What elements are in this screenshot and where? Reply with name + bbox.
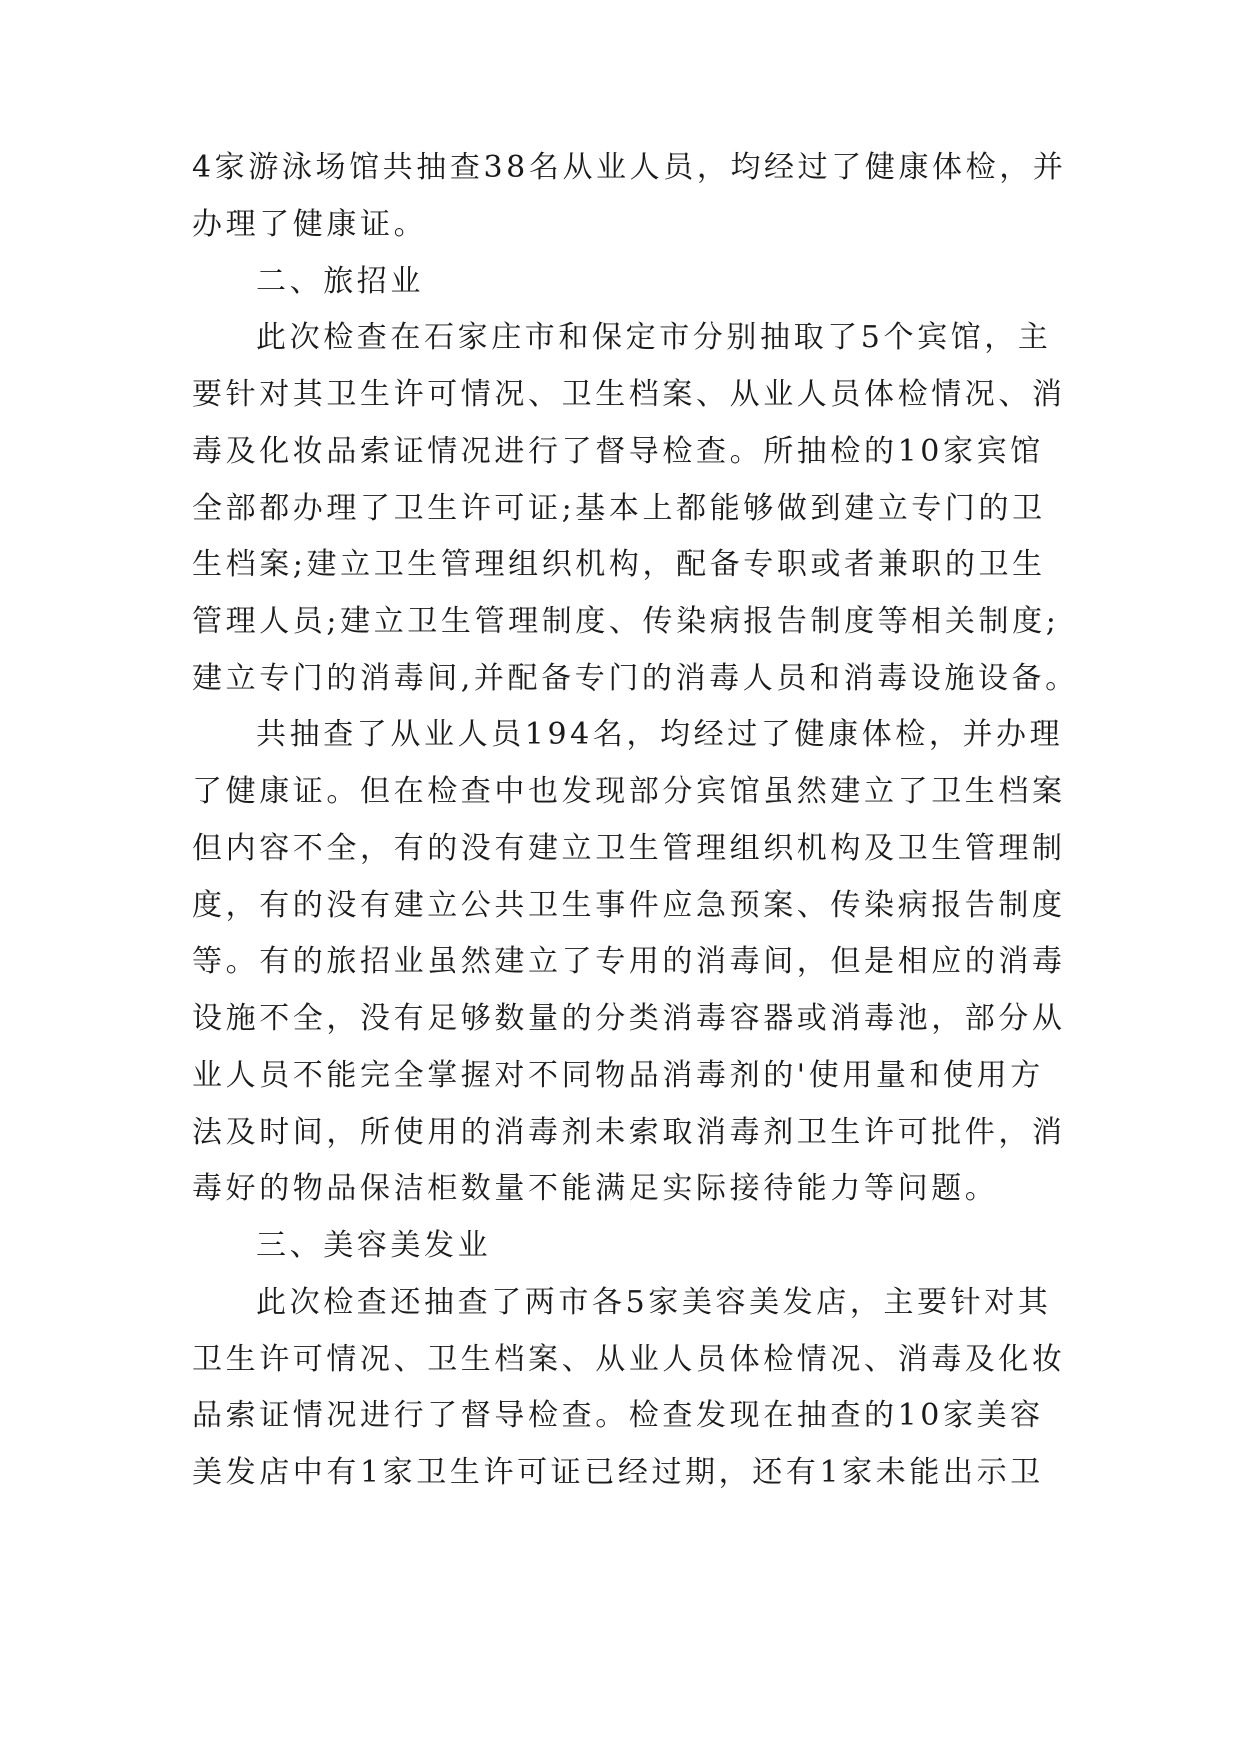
text-line: 建立专门的消毒间,并配备专门的消毒人员和消毒设施设备。 bbox=[192, 661, 1079, 696]
text-line: 要针对其卫生许可情况、卫生档案、从业人员体检情况、消 bbox=[192, 377, 1066, 412]
text-line: 了健康证。但在检查中也发现部分宾馆虽然建立了卫生档案 bbox=[192, 774, 1066, 809]
text-line: 4家游泳场馆共抽查38名从业人员，均经过了健康体检，并 bbox=[192, 150, 1067, 185]
text-line: 全部都办理了卫生许可证;基本上都能够做到建立专门的卫 bbox=[192, 491, 1046, 526]
text-line: 但内容不全，有的没有建立卫生管理组织机构及卫生管理制 bbox=[192, 831, 1066, 866]
text-line: 毒及化妆品索证情况进行了督导检查。所抽检的10家宾馆 bbox=[192, 434, 1044, 469]
text-line: 共抽查了从业人员194名，均经过了健康体检，并办理 bbox=[256, 717, 1064, 752]
text-line: 毒好的物品保洁柜数量不能满足实际接待能力等问题。 bbox=[192, 1171, 999, 1206]
text-line: 法及时间，所使用的消毒剂未索取消毒剂卫生许可批件，消 bbox=[192, 1115, 1066, 1150]
text-line: 此次检查还抽查了两市各5家美容美发店，主要针对其 bbox=[256, 1285, 1052, 1320]
text-line: 品索证情况进行了督导检查。检查发现在抽查的10家美容 bbox=[192, 1398, 1044, 1433]
text-line: 美发店中有1家卫生许可证已经过期，还有1家未能出示卫 bbox=[192, 1455, 1044, 1490]
text-line: 办理了健康证。 bbox=[192, 207, 428, 242]
section-heading: 二、旅招业 bbox=[256, 264, 424, 299]
text-line: 生档案;建立卫生管理组织机构，配备专职或者兼职的卫生 bbox=[192, 547, 1046, 582]
text-line: 等。有的旅招业虽然建立了专用的消毒间，但是相应的消毒 bbox=[192, 944, 1066, 979]
text-line: 业人员不能完全掌握对不同物品消毒剂的'使用量和使用方 bbox=[192, 1058, 1044, 1093]
text-line: 此次检查在石家庄市和保定市分别抽取了5个宾馆，主 bbox=[256, 320, 1052, 355]
section-heading: 三、美容美发业 bbox=[256, 1228, 492, 1263]
text-line: 管理人员;建立卫生管理制度、传染病报告制度等相关制度; bbox=[192, 604, 1060, 639]
text-line: 卫生许可情况、卫生档案、从业人员体检情况、消毒及化妆 bbox=[192, 1342, 1066, 1377]
text-line: 设施不全，没有足够数量的分类消毒容器或消毒池，部分从 bbox=[192, 1001, 1066, 1036]
text-line: 度，有的没有建立公共卫生事件应急预案、传染病报告制度 bbox=[192, 888, 1066, 923]
